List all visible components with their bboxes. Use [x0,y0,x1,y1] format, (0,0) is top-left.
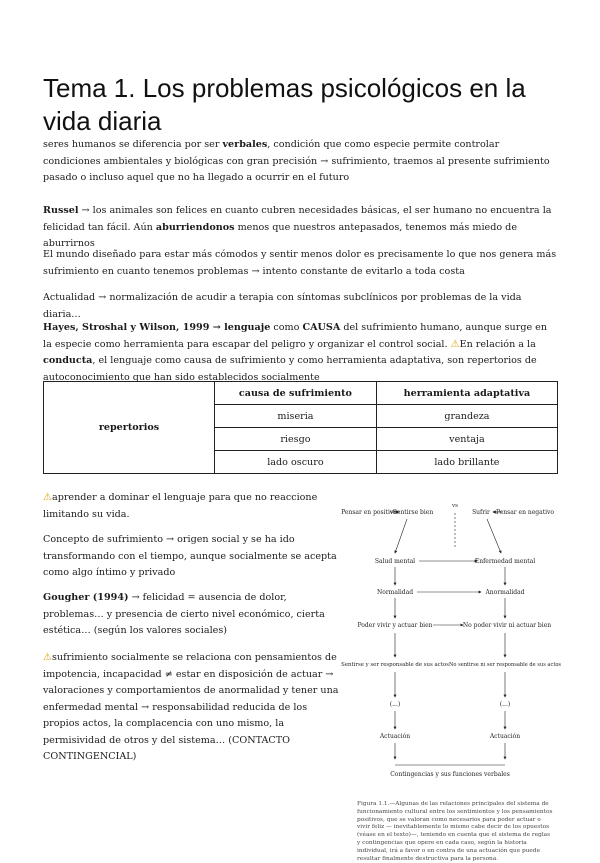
node-label: Pensar en positivo [341,509,397,516]
node-ellipsis-right: (...) [499,701,511,708]
text-span: , condición que como especie permite controlar condiciones ambientales y biológicas con gran precisión → sufrimiento, traemos al presente sufrimiento pasado o incluso aquel que no ha llegado a ocurrir en el futuro [43,139,550,183]
bold-term: CAUSA [302,322,341,333]
column-header: herramienta adaptativa [376,382,557,405]
bold-term: aburriendonos [155,221,235,233]
page-title: Tema 1. Los problemas psicológicos en la vida diaria [43,73,526,136]
table-cell: ventaja [376,428,557,451]
node-poder-vivir: Poder vivir y actuar bien [357,622,433,629]
node-sufrir: Sufrir [472,509,490,516]
paragraph-actualidad: Actualidad → normalización de acudir a terapia con síntomas subclínicos por problemas de la vida diaria… [43,292,522,320]
paragraph-sufrimiento-social [43,650,343,766]
text-span: menos que nuestros antepasados, tenemos más miedo de aburrirnos [43,221,517,249]
node-pensar-positivo [341,509,397,516]
text-span: → los animales son felices en cuanto cubren necesidades básicas, el ser humano no encuentra la felicidad tan fácil. Aún [43,205,552,233]
text-span: aprender a dominar el lenguaje para que no reaccione limitando su vida. [43,492,318,520]
paragraph-verbal [43,137,558,187]
row-header-repertorios: repertorios [44,382,215,474]
table-cell: lado oscuro [215,451,377,474]
table-cell: riesgo [215,428,377,451]
author-name: Hayes, Stroshal y Wilson, 1999 → lenguaje [43,322,271,333]
table-header-row [44,382,558,405]
table-cell: grandeza [376,405,557,428]
text-span: como [270,322,303,333]
node-salud-mental: Salud mental [374,558,416,565]
bold-term: conducta [43,355,93,366]
warning-icon: ⚠ [450,338,460,350]
node-ellipsis-left: (...) [389,701,401,708]
author-name: Russel [43,205,79,216]
node-contingencias: Contingencias y sus funciones verbales [390,771,510,778]
node-normalidad: Normalidad [376,589,414,596]
text-span: del sufrimiento humano, aunque surge en la especie como herramienta para escapar del peligro y organizar el control social. [43,322,548,350]
text-span: seres humanos se diferencia por ser [43,139,223,150]
node-actuacion-left: Actuación [379,733,411,740]
figure-diagram [341,493,562,823]
node-anormalidad: Anormalidad [485,589,525,596]
text-span: sufrimiento socialmente se relaciona con pensamientos de impotencia, incapacidad ≠ estar en disposición de actuar → valoraciones y comportamientos de anormalidad y tener una enfermedad mental → responsabilidad reducida de los propios actos, la complacencia con uno mismo, la permisividad de otros y del sistema… (CONTACTO CONTINGENCIAL) [43,652,339,762]
column-header: causa de sufrimiento [215,382,377,405]
repertorios-table [43,381,558,474]
diagram-svg [341,493,562,799]
warning-icon: ⚠ [43,652,52,663]
node-no-sentirse-responsable: No sentirse ni ser responsable de sus actos [448,662,562,668]
figure-caption: Figura 1.1.—Algunas de las relaciones principales del sistema de funcionamiento cultural entre los sentimientos y los pensamientos positivos, que se valoran como necesarios para poder actuar o vivir feliz — inevitablemente lo mismo cabe decir de los opuestos (véase en el texto)—, teniendo en cuenta que el sistema de reglas y contingencias que opere en cada caso, según la historia individual, irá a favor o en contra de una actuación que puede resultar finalmente destructiva para la persona. [357,801,553,862]
paragraph-aprender [43,490,343,523]
node-no-poder-vivir: No poder vivir ni actuar bien [462,622,552,629]
paragraph-mundo: El mundo diseñado para estar más cómodos y sentir menos dolor es precisamente lo que nos genera más sufrimiento en cuanto tenemos problemas → intento constante de evitarlo a toda costa [43,249,557,277]
paragraph-concepto: Concepto de sufrimiento → origen social y se ha ido transformando con el tiempo, aunque socialmente se acepta como algo íntimo y privado [43,534,337,578]
arrow [395,519,407,553]
node-vs: vs [452,503,458,509]
node-actuacion-right: Actuación [489,733,521,740]
warning-icon: ⚠ [43,492,52,503]
node-sentirse-responsable: Sentirse y ser responsable de sus actos [341,662,449,668]
node-sentirse-bien: Sentirse bien [392,509,434,516]
text-span: , el lenguaje como causa de sufrimiento y como herramienta adaptativa, son repertorios de autoconocimiento que han sido establecidos socialmente [43,355,537,383]
text-span: → felicidad = ausencia de dolor, problemas… y presencia de cierto nivel económico, cierta estética… (según los valores sociales) [43,592,325,636]
arrow [487,519,501,553]
paragraph-hayes [43,320,558,386]
text-span: En relación a la [459,338,536,350]
node-enfermedad-mental: Enfermedad mental [474,558,536,565]
bold-term: verbales [222,139,268,150]
table-cell: lado brillante [376,451,557,474]
paragraph-gougher [43,590,343,640]
author-name: Gougher (1994) [43,592,129,603]
table-cell: miseria [215,405,377,428]
paragraph-russel [43,203,558,253]
node-pensar-negativo: Pensar en negativo [495,509,555,516]
